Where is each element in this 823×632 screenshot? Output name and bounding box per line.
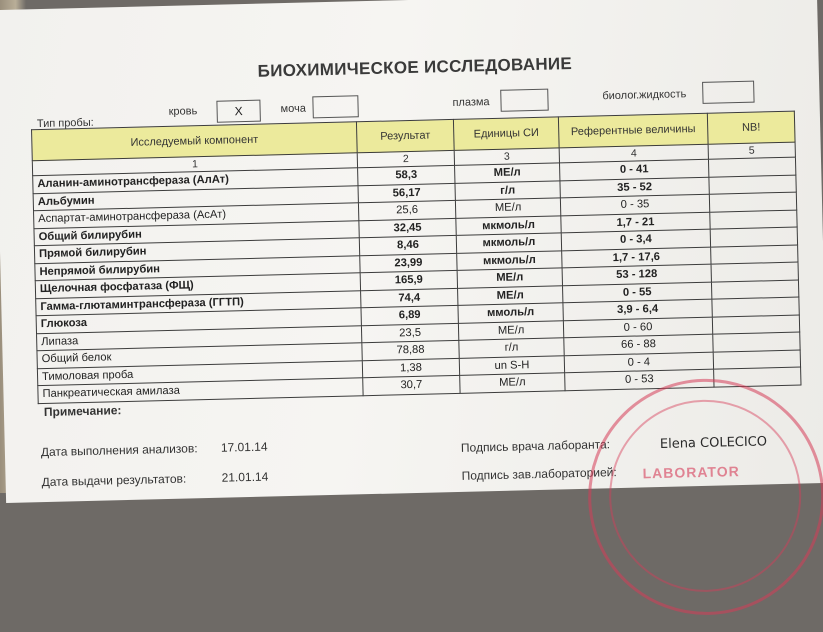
nb-cell	[710, 227, 797, 247]
result-cell: 56,17	[358, 183, 455, 203]
blood-checkbox	[216, 100, 261, 123]
header-unit: Единицы СИ	[453, 117, 559, 151]
unit-cell: мкмоль/л	[456, 215, 561, 235]
note-label: Примечание:	[43, 403, 122, 420]
stamp-inner-ring	[607, 398, 804, 595]
component-cell: Аспартат-аминотрансфераза (АсАт)	[34, 203, 359, 228]
result-cell: 23,99	[360, 253, 457, 273]
biofluid-checkbox	[702, 81, 755, 104]
nb-cell	[713, 350, 800, 370]
unit-cell: МЕ/л	[455, 163, 560, 183]
component-cell: Панкреатическая амилаза	[38, 378, 363, 403]
reference-cell: 0 - 4	[564, 352, 713, 373]
column-number: 2	[357, 150, 454, 167]
lab-head-sign-label: Подпись зав.лабораторией:	[461, 465, 617, 483]
result-cell: 25,6	[358, 200, 455, 220]
nb-cell	[711, 280, 798, 300]
lab-doctor-signature: Elena COLECICO	[659, 434, 768, 452]
component-cell: Непрямой билирубин	[35, 255, 360, 280]
reference-cell: 0 - 53	[565, 369, 714, 390]
result-cell: 23,5	[361, 323, 458, 343]
issue-date-label: Дата выдачи результатов:	[41, 471, 187, 490]
report-title: БИОХИМИЧЕСКОЕ ИССЛЕДОВАНИЕ	[257, 54, 573, 81]
reference-cell: 3,9 - 6,4	[563, 299, 712, 320]
sample-type-label: Тип пробы:	[36, 116, 94, 131]
column-number: 1	[32, 153, 357, 176]
component-cell: Липаза	[37, 325, 362, 350]
result-cell: 58,3	[358, 165, 455, 185]
lab-doctor-sign-label: Подпись врача лаборанта:	[460, 437, 611, 455]
column-number: 4	[559, 144, 708, 163]
unit-cell: МЕ/л	[458, 320, 563, 340]
unit-cell: ммоль/л	[458, 303, 563, 323]
nb-cell	[711, 262, 798, 282]
unit-cell: МЕ/л	[460, 373, 565, 393]
laboratory-stamp	[585, 376, 823, 618]
reference-cell: 53 - 128	[562, 264, 711, 285]
plasma-checkbox	[500, 89, 549, 112]
unit-cell: un S-H	[459, 355, 564, 375]
component-cell: Аланин-аминотрансфераза (АлАт)	[33, 168, 358, 193]
blood-label: кровь	[168, 105, 198, 118]
biofluid-label: биолог.жидкость	[602, 88, 687, 103]
component-cell: Общий билирубин	[34, 220, 359, 245]
reference-cell: 35 - 52	[560, 177, 709, 198]
unit-cell: мкмоль/л	[457, 250, 562, 270]
header-component: Исследуемый компонент	[32, 122, 358, 161]
result-cell: 78,88	[362, 340, 459, 360]
header-nb: NB!	[707, 111, 795, 144]
unit-cell: г/л	[459, 338, 564, 358]
unit-cell: г/л	[455, 180, 560, 200]
header-result: Результат	[356, 119, 454, 152]
reference-cell: 0 - 3,4	[561, 229, 710, 250]
analysis-date-value: 17.01.14	[220, 439, 268, 455]
result-cell: 32,45	[359, 218, 456, 238]
nb-cell	[712, 315, 799, 335]
column-number: 3	[454, 148, 559, 166]
unit-cell: мкмоль/л	[456, 233, 561, 253]
results-table	[31, 111, 801, 404]
reference-cell: 66 - 88	[564, 334, 713, 355]
analysis-date-label: Дата выполнения анализов:	[40, 441, 198, 460]
blood-check-mark: X	[234, 104, 243, 119]
nb-cell	[709, 175, 796, 195]
component-cell: Глюкоза	[36, 308, 361, 333]
stamp-text: LABORATOR	[642, 463, 740, 482]
component-cell: Щелочная фосфатаза (ФЩ)	[35, 273, 360, 298]
nb-cell	[712, 297, 799, 317]
nb-cell	[709, 192, 796, 212]
reference-cell: 1,7 - 17,6	[562, 247, 711, 268]
unit-cell: МЕ/л	[457, 268, 562, 288]
result-cell: 30,7	[363, 375, 460, 395]
reference-cell: 0 - 41	[560, 159, 709, 180]
reference-cell: 1,7 - 21	[561, 212, 710, 233]
component-cell: Альбумин	[33, 185, 358, 210]
reference-cell: 0 - 35	[560, 194, 709, 215]
nb-cell	[710, 210, 797, 230]
reference-cell: 0 - 60	[563, 317, 712, 338]
result-cell: 74,4	[361, 288, 458, 308]
result-cell: 1,38	[362, 358, 459, 378]
reference-cell: 0 - 55	[562, 282, 711, 303]
column-number: 5	[708, 142, 795, 159]
component-cell: Тимоловая проба	[37, 360, 362, 385]
nb-cell	[713, 332, 800, 352]
plasma-label: плазма	[452, 96, 490, 109]
component-cell: Гамма-глютаминтрансфераза (ГГТП)	[36, 290, 361, 315]
header-reference: Референтные величины	[558, 113, 708, 148]
nb-cell	[708, 157, 795, 177]
result-cell: 8,46	[359, 235, 456, 255]
unit-cell: МЕ/л	[455, 198, 560, 218]
result-cell: 165,9	[360, 270, 457, 290]
component-cell: Общий белок	[37, 343, 362, 368]
unit-cell: МЕ/л	[458, 285, 563, 305]
nb-cell	[711, 245, 798, 265]
component-cell: Прямой билирубин	[34, 238, 359, 263]
result-cell: 6,89	[361, 305, 458, 325]
urine-checkbox	[312, 95, 359, 118]
issue-date-value: 21.01.14	[221, 469, 269, 485]
urine-label: моча	[280, 102, 307, 116]
